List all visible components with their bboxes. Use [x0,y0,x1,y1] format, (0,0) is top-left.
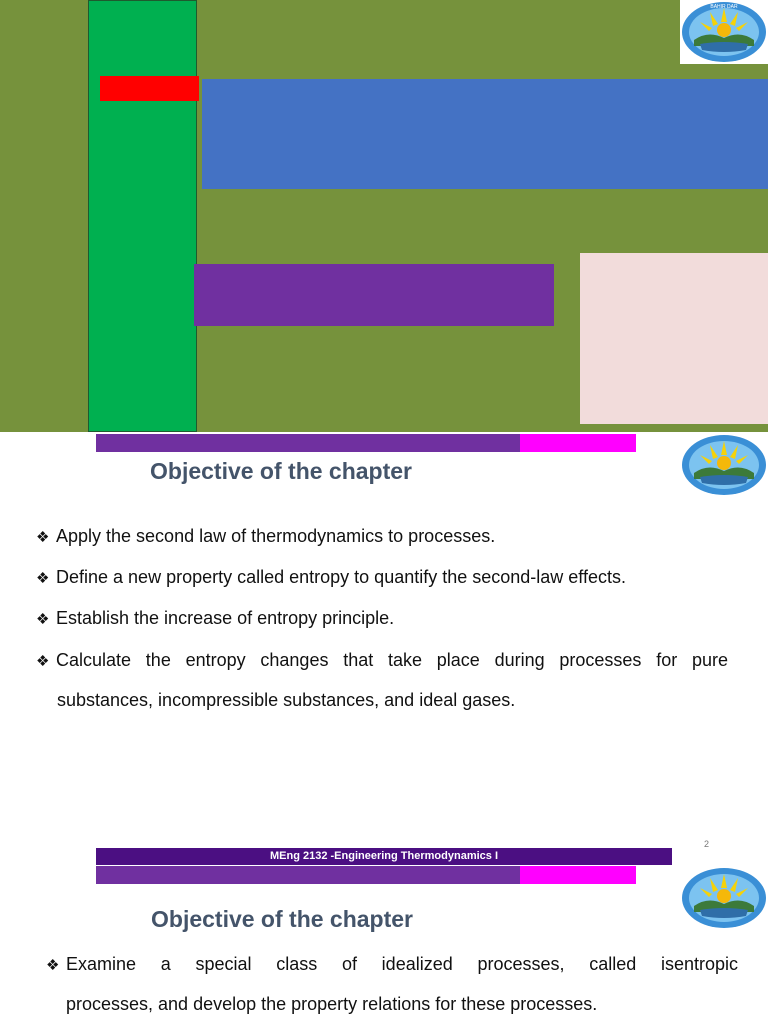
diamond-bullet-icon: ❖ [36,611,50,628]
objective-bullet [46,944,738,986]
objective-bullet [36,516,495,558]
svg-text:BAHIR DAR: BAHIR DAR [710,4,738,10]
bullet-text: Define a new property called entropy to quantify the second-law effects. [56,567,626,587]
diamond-bullet-icon: ❖ [36,653,50,670]
objective-bullet [36,598,394,640]
footer-course-title: MEng 2132 -Engineering Thermodynamics I [96,848,672,865]
header-accent-bar-magenta [520,434,636,452]
header-accent-bar-magenta [520,866,636,884]
bullet-text: Apply the second law of thermodynamics to processes. [56,526,496,546]
bullet-text: Calculate the entropy changes that take place during processes for pure [56,650,728,670]
title-slide [0,0,768,432]
university-emblem-icon [680,866,768,930]
red-accent-bar [100,76,199,101]
diamond-bullet-icon: ❖ [36,529,50,546]
diamond-bullet-icon: ❖ [46,957,60,974]
page-number: 2 [704,839,710,849]
slide-logo [680,866,768,935]
purple-subtitle-box [194,264,554,326]
diamond-bullet-icon: ❖ [36,570,50,587]
bullet-text: Examine a special class of idealized processes, called isentropic [66,954,738,974]
slide-title: Objective of the chapter [150,458,413,484]
header-accent-bar [96,866,520,884]
slide-logo [680,433,768,502]
objective-bullet [36,640,728,682]
objective-bullet [36,557,626,599]
logo-panel [680,0,768,64]
bullet-continuation: substances, incompressible substances, and ideal gases. [57,690,516,710]
bullet-text: Establish the increase of entropy principle. [56,608,395,628]
green-vertical-bar [88,0,197,432]
university-emblem-icon [680,433,768,497]
university-emblem-icon [680,0,768,64]
slide-title: Objective of the chapter [151,906,414,932]
pink-info-box [580,253,768,424]
blue-title-box [202,79,768,189]
bullet-continuation: processes, and develop the property relations for these processes. [66,994,598,1014]
header-accent-bar [96,434,520,452]
